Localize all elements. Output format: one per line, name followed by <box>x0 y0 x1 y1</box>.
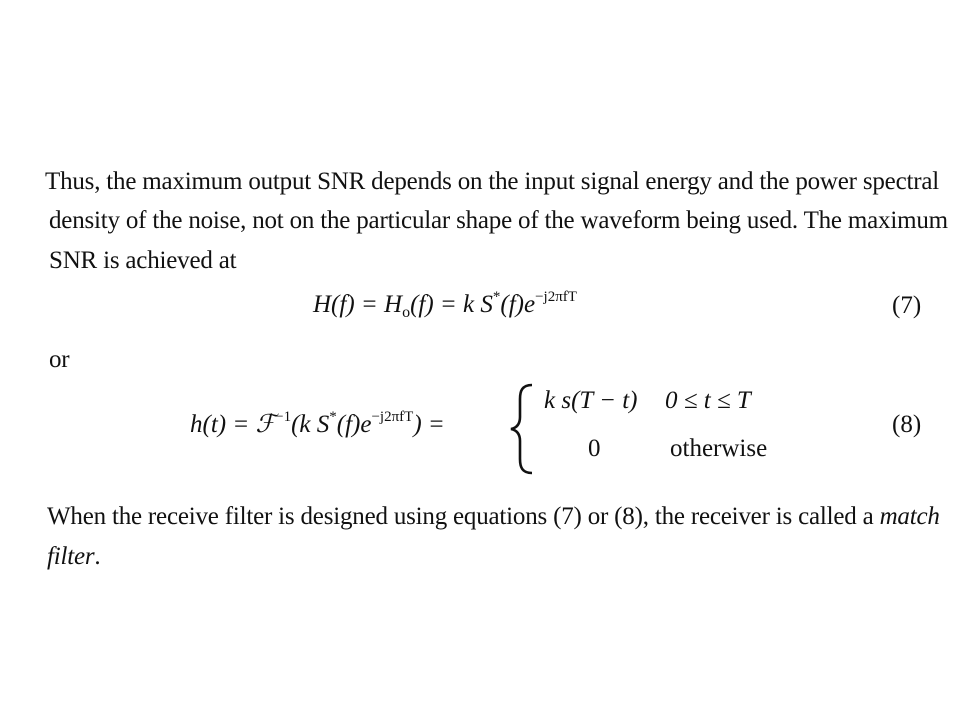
paragraph-2-line-1-text: When the receive filter is designed using equations (7) or (8), the receiver is called a <box>47 503 880 530</box>
equation-7 <box>313 290 577 320</box>
case-2-condition: otherwise <box>670 435 768 462</box>
case-1-expression <box>544 386 638 416</box>
case-1-condition-text: 0 ≤ t ≤ T <box>665 387 751 414</box>
equation-7-rhs: (f)e <box>500 291 536 318</box>
paragraph-1-line-3: SNR is achieved at <box>49 247 237 274</box>
equation-7-conjugate: * <box>492 289 501 305</box>
equation-8-inverse: −1 <box>275 409 292 425</box>
left-brace-icon <box>508 383 536 475</box>
equation-7-mid: (f) = k S <box>410 291 493 318</box>
case-1-condition <box>665 386 751 416</box>
equation-8-close: ) = <box>413 411 445 438</box>
equation-8-lhs: h(t) = ℱ <box>190 411 276 438</box>
paragraph-2-line-1 <box>47 502 940 532</box>
paragraph-2-match-term: match <box>879 503 940 530</box>
case-1-expression-text: k s(T − t) <box>544 387 638 414</box>
paragraph-1-line-2: density of the noise, not on the particular shape of the waveform being used. The maximum <box>49 207 948 234</box>
equation-8-mid: (k S <box>291 411 330 438</box>
equation-7-exponent: −j2πfT <box>535 289 577 305</box>
equation-8-exponent: −j2πfT <box>371 409 414 425</box>
equation-7-lhs: H(f) = H <box>313 291 403 318</box>
equation-8 <box>190 410 445 440</box>
connector-or: or <box>49 346 70 373</box>
paragraph-2-line-2 <box>47 542 100 572</box>
paragraph-1-line-1: Thus, the maximum output SNR depends on the input signal energy and the power spectral <box>45 168 939 195</box>
equation-8-mid2: (f)e <box>336 411 372 438</box>
paragraph-2-filter-term: filter <box>47 543 95 570</box>
case-2-expression: 0 <box>588 435 601 462</box>
equation-8-conjugate: * <box>329 409 337 425</box>
paragraph-2-period: . <box>94 543 101 570</box>
equation-8-number: (8) <box>892 411 922 438</box>
equation-7-number: (7) <box>892 292 922 319</box>
equation-7-subscript: o <box>402 304 411 321</box>
